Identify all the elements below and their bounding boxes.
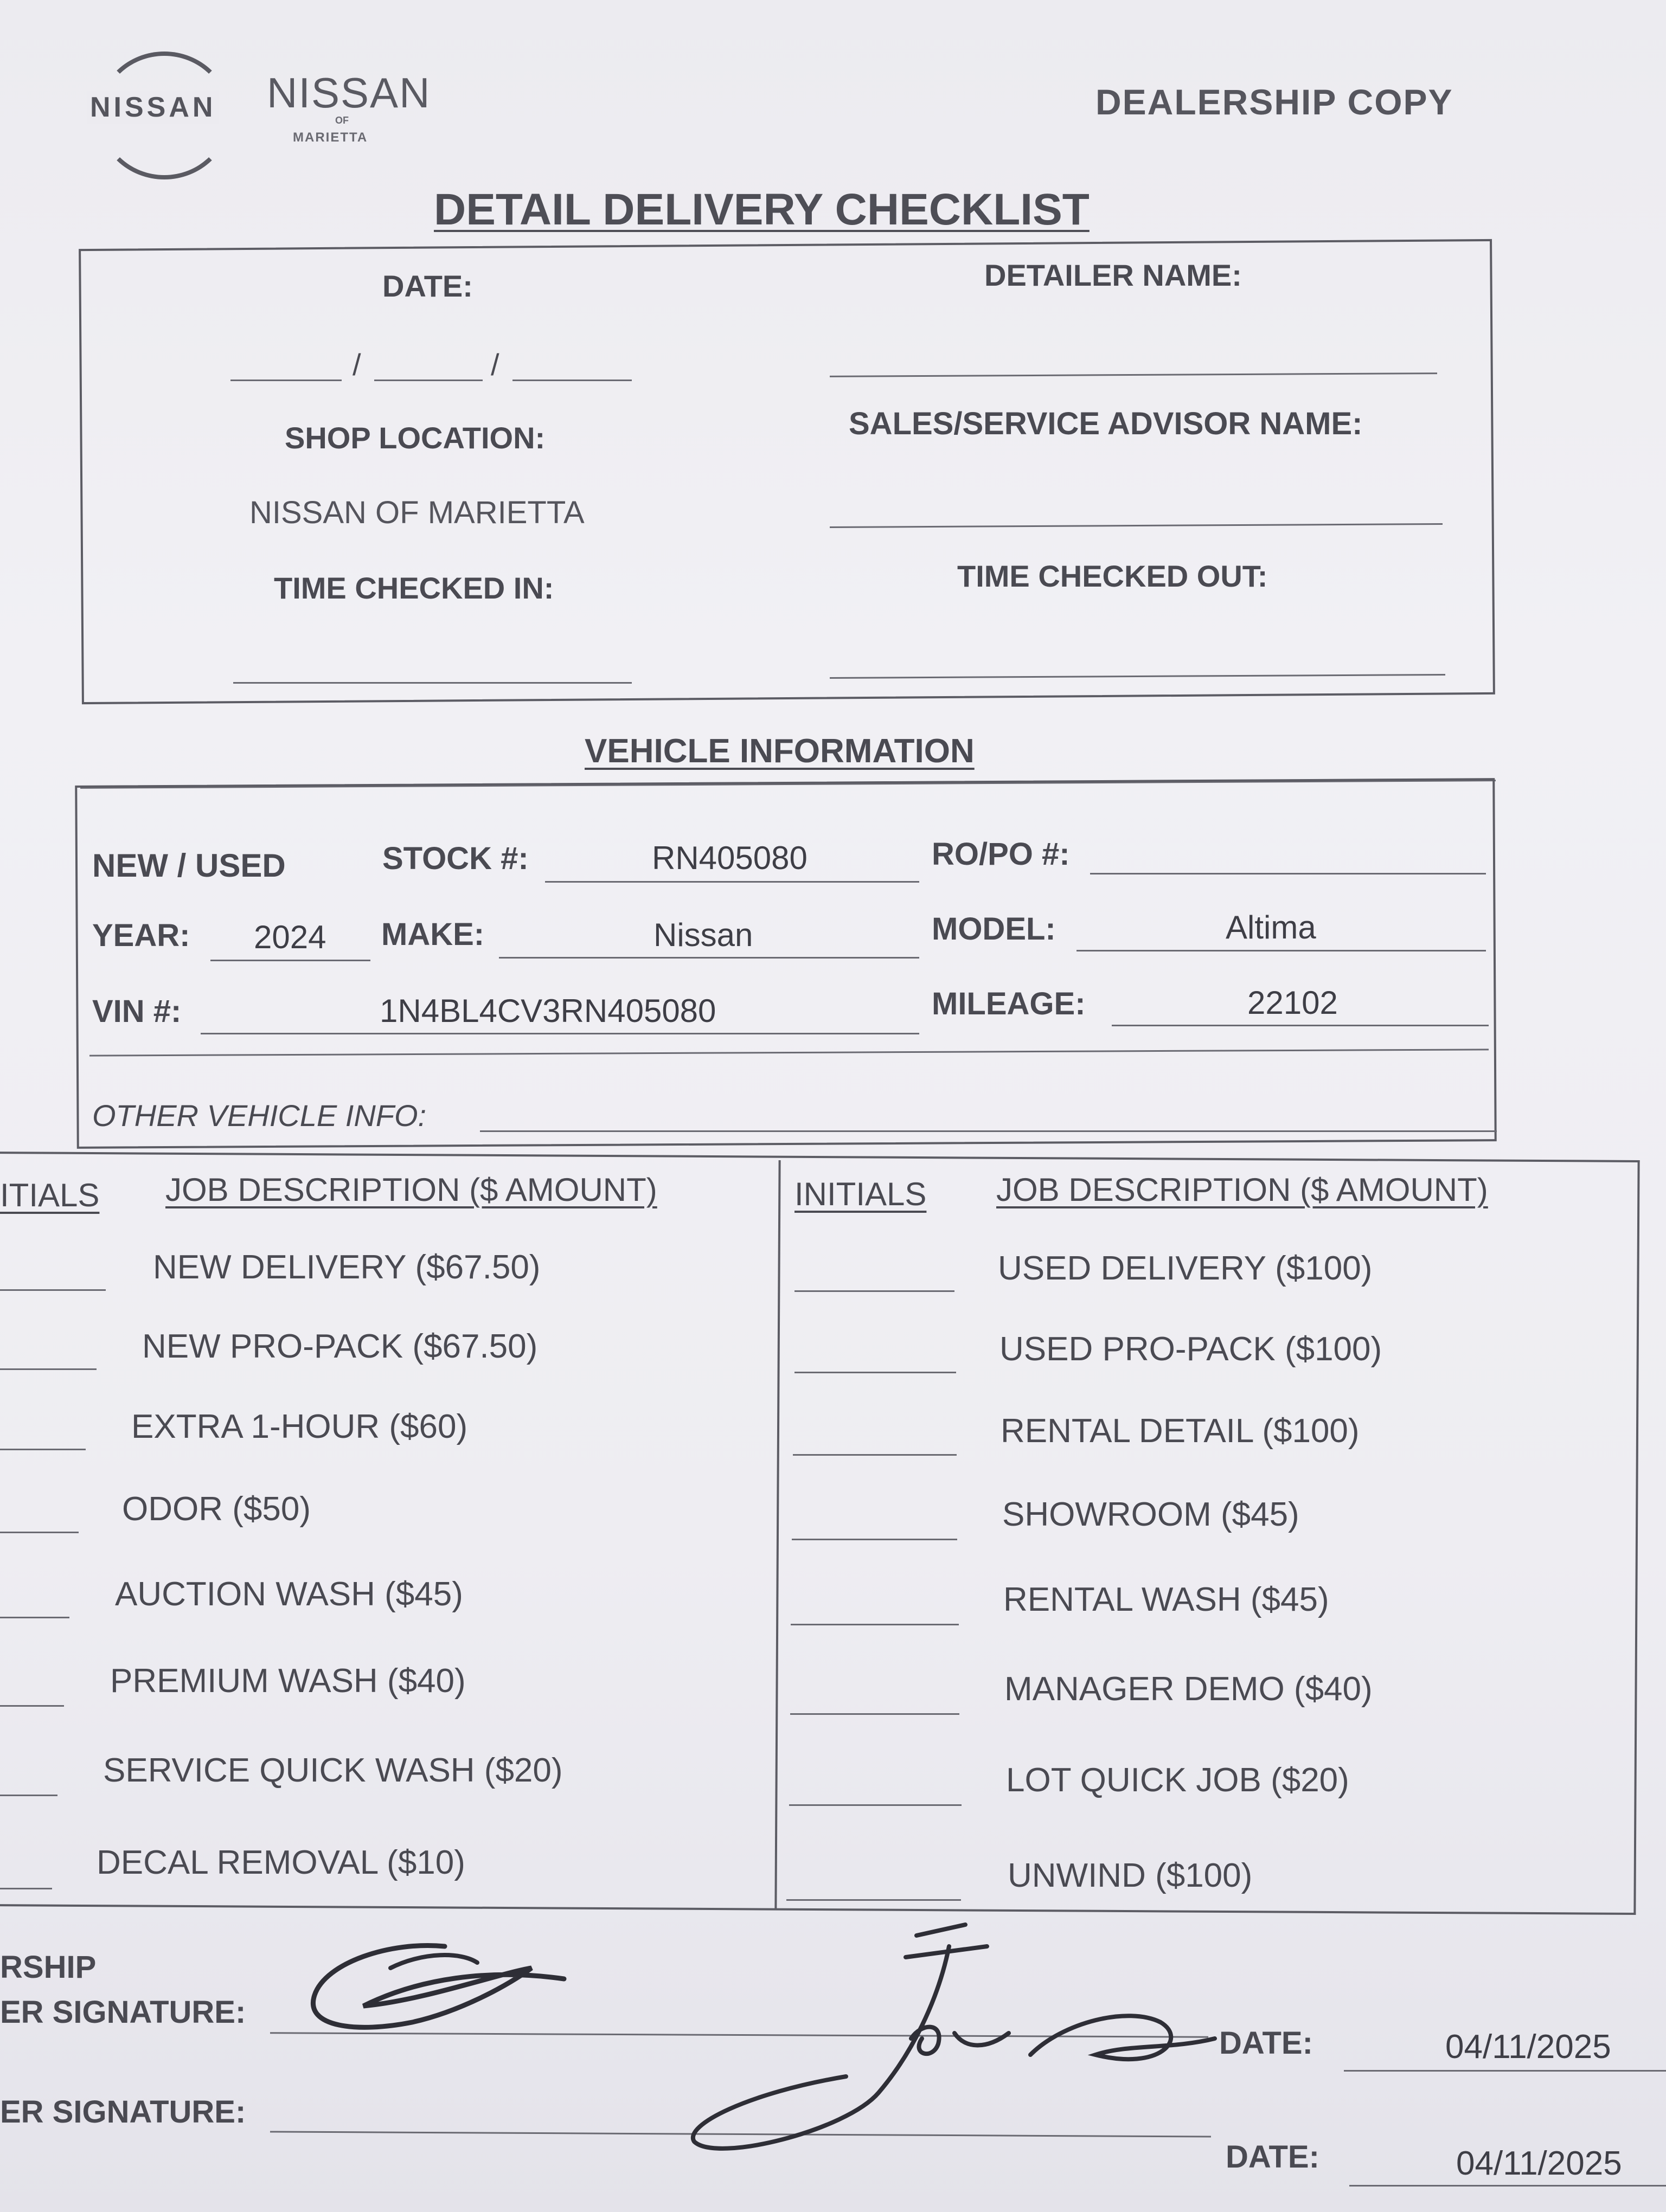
brand-city: MARIETTA xyxy=(293,130,368,145)
left-initials-line-8[interactable] xyxy=(0,1888,52,1889)
date-day-line[interactable] xyxy=(374,380,483,381)
ropo-line[interactable] xyxy=(1090,873,1486,874)
right-initials-line-7[interactable] xyxy=(789,1804,962,1806)
right-job-item-7: LOT QUICK JOB ($20) xyxy=(1006,1761,1349,1799)
date-2-line[interactable] xyxy=(1349,2185,1666,2187)
right-initials-line-1[interactable] xyxy=(794,1290,954,1292)
right-initials-line-4[interactable] xyxy=(792,1539,957,1540)
left-job-item-7: SERVICE QUICK WASH ($20) xyxy=(103,1752,563,1789)
other-vehicle-info-line[interactable] xyxy=(480,1130,1497,1132)
time-in-line[interactable] xyxy=(233,682,632,684)
make-value: Nissan xyxy=(653,917,753,953)
left-job-item-1: NEW DELIVERY ($67.50) xyxy=(153,1249,541,1286)
right-initials-line-6[interactable] xyxy=(790,1713,959,1715)
left-job-item-8: DECAL REMOVAL ($10) xyxy=(97,1844,465,1881)
vehicle-section-title: VEHICLE INFORMATION xyxy=(585,732,975,770)
left-initials-line-7[interactable] xyxy=(0,1795,57,1796)
right-initials-line-3[interactable] xyxy=(793,1454,957,1456)
signature-1-label-line1: RSHIP xyxy=(0,1950,97,1985)
mileage-value: 22102 xyxy=(1247,985,1338,1021)
left-job-header: JOB DESCRIPTION ($ AMOUNT) xyxy=(165,1172,657,1208)
logo-wordmark: NISSAN xyxy=(87,91,219,124)
left-job-item-3: EXTRA 1-HOUR ($60) xyxy=(131,1408,468,1445)
stock-label: STOCK #: xyxy=(382,841,529,876)
stock-line[interactable] xyxy=(545,881,919,883)
left-job-item-5: AUCTION WASH ($45) xyxy=(115,1576,463,1613)
handwritten-signature-2 xyxy=(683,1914,1258,2169)
date-separator-2: / xyxy=(491,348,499,382)
left-initials-line-5[interactable] xyxy=(0,1617,69,1618)
make-label: MAKE: xyxy=(381,917,485,952)
date-1-label: DATE: xyxy=(1219,2025,1313,2061)
right-initials-header: INITIALS xyxy=(794,1176,927,1212)
right-job-item-4: SHOWROOM ($45) xyxy=(1002,1496,1299,1533)
ropo-label: RO/PO #: xyxy=(932,837,1070,872)
signature-1-label-line2: ER SIGNATURE: xyxy=(0,1995,246,2030)
right-job-header: JOB DESCRIPTION ($ AMOUNT) xyxy=(996,1172,1488,1208)
left-initials-line-2[interactable] xyxy=(0,1368,97,1370)
left-initials-line-4[interactable] xyxy=(0,1532,79,1533)
right-job-item-3: RENTAL DETAIL ($100) xyxy=(1001,1412,1360,1450)
left-initials-line-1[interactable] xyxy=(0,1289,106,1291)
dealership-copy-label: DEALERSHIP COPY xyxy=(1095,82,1453,122)
stock-value: RN405080 xyxy=(652,840,808,876)
date-1-line[interactable] xyxy=(1344,2070,1666,2072)
make-line[interactable] xyxy=(499,957,919,959)
time-in-label: TIME CHECKED IN: xyxy=(274,571,554,605)
mileage-label: MILEAGE: xyxy=(932,986,1086,1021)
vehicle-info-box xyxy=(75,778,1496,1149)
left-job-item-6: PREMIUM WASH ($40) xyxy=(110,1662,466,1700)
model-label: MODEL: xyxy=(932,911,1056,947)
date-2-label: DATE: xyxy=(1226,2139,1319,2175)
right-job-item-8: UNWIND ($100) xyxy=(1008,1857,1253,1894)
right-initials-line-5[interactable] xyxy=(791,1624,959,1625)
handwritten-signature-1 xyxy=(282,1919,607,2060)
shop-location-label: SHOP LOCATION: xyxy=(285,421,546,455)
left-initials-line-6[interactable] xyxy=(0,1705,64,1707)
right-initials-line-8[interactable] xyxy=(786,1899,961,1901)
advisor-name-label: SALES/SERVICE ADVISOR NAME: xyxy=(849,406,1363,441)
top-info-box xyxy=(79,239,1495,704)
page-title: DETAIL DELIVERY CHECKLIST xyxy=(434,185,1090,234)
signature-2-label: ER SIGNATURE: xyxy=(0,2094,246,2130)
mileage-line[interactable] xyxy=(1112,1025,1489,1026)
date-month-line[interactable] xyxy=(230,380,342,381)
right-job-item-5: RENTAL WASH ($45) xyxy=(1003,1581,1329,1618)
left-initials-line-3[interactable] xyxy=(0,1449,86,1450)
year-value: 2024 xyxy=(254,919,326,955)
date-year-line[interactable] xyxy=(512,380,632,381)
right-job-item-6: MANAGER DEMO ($40) xyxy=(1004,1670,1373,1708)
date-1-value: 04/11/2025 xyxy=(1445,2028,1611,2066)
time-out-label: TIME CHECKED OUT: xyxy=(957,559,1268,593)
vin-value: 1N4BL4CV3RN405080 xyxy=(380,993,716,1029)
left-job-item-4: ODOR ($50) xyxy=(122,1490,311,1528)
date-2-value: 04/11/2025 xyxy=(1456,2145,1622,2182)
vin-line[interactable] xyxy=(201,1033,919,1034)
model-line[interactable] xyxy=(1077,950,1486,951)
left-initials-header: ITIALS xyxy=(0,1177,100,1213)
new-used-label: NEW / USED xyxy=(92,847,286,884)
left-job-item-2: NEW PRO-PACK ($67.50) xyxy=(142,1328,538,1365)
brand-name: NISSAN xyxy=(267,69,431,117)
model-value: Altima xyxy=(1226,909,1316,946)
date-separator-1: / xyxy=(353,348,361,382)
right-initials-line-2[interactable] xyxy=(794,1372,956,1373)
right-job-item-1: USED DELIVERY ($100) xyxy=(998,1250,1373,1287)
year-line[interactable] xyxy=(210,960,370,961)
detailer-name-label: DETAILER NAME: xyxy=(984,258,1242,292)
shop-location-value: NISSAN OF MARIETTA xyxy=(249,495,585,530)
right-job-item-2: USED PRO-PACK ($100) xyxy=(999,1330,1382,1368)
vin-label: VIN #: xyxy=(92,994,182,1029)
date-label: DATE: xyxy=(382,269,473,303)
other-vehicle-info-label: OTHER VEHICLE INFO: xyxy=(92,1098,427,1133)
year-label: YEAR: xyxy=(92,918,190,953)
brand-of: OF xyxy=(335,115,349,126)
